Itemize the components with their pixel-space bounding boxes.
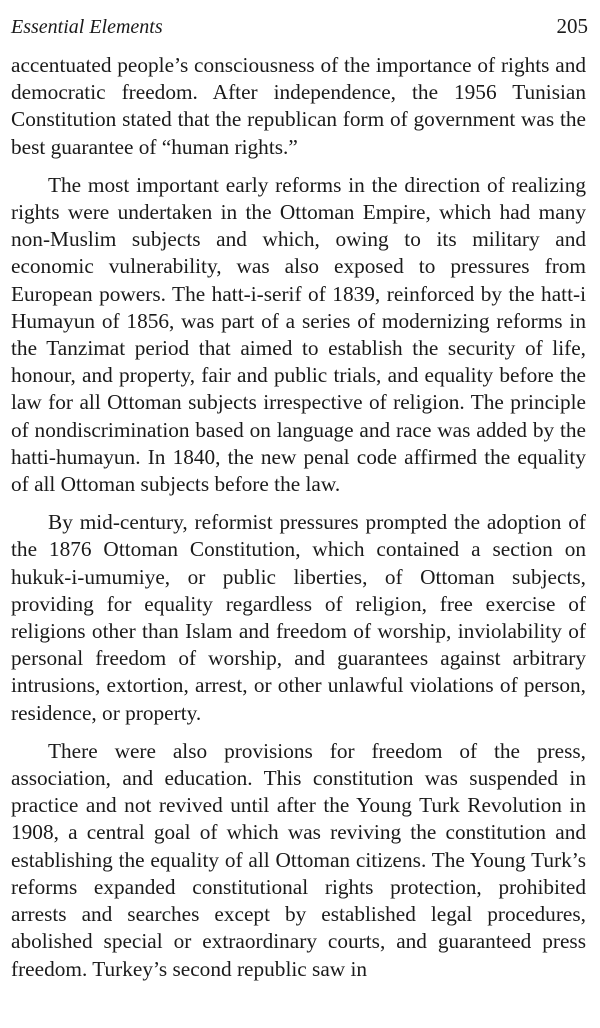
body-text: [11, 52, 586, 983]
running-title: Essential Elements: [11, 16, 163, 38]
paragraph-ottoman-reforms: The most important early reforms in the direction of realizing rights were undertaken in the Ottoman Empire, which had many non-Muslim subjects and which, owing to its military and economic vulnerability, was also exposed to pressures from European powers. The hatt-i-serif of 1839, reinforced by the hatt-i Humayun of 1856, was part of a series of modernizing reforms in the Tanzimat period that aimed to establish the security of life, honour, and property, fair and public trials, and equality before the law for all Ottoman subjects irrespective of religion. The principle of nondiscrimination based on language and race was added by the hatti-humayun. In 1840, the new penal code affirmed the equality of all Ottoman subjects before the law.: [11, 172, 586, 497]
paragraph-1876-constitution: By mid-century, reformist pressures prompted the adoption of the 1876 Ottoman Constitution, which contained a section on hukuk-i-umumiye, or public liberties, of Ottoman subjects, providing for equality regardless of religion, free exercise of religions other than Islam and freedom of worship, inviolability of personal freedom of worship, and guarantees against arbitrary intrusions, extortion, arrest, or other unlawful violations of person, residence, or property.: [11, 510, 586, 725]
running-head: [11, 14, 588, 44]
paragraph-continued: accentuated people’s consciousness of the importance of rights and democratic freedom. After independence, the 1956 Tunisian Constitution stated that the republican form of government was the best guarantee of “human rights.”: [11, 53, 586, 159]
page-number: 205: [556, 14, 588, 38]
paragraph-press-freedom: There were also provisions for freedom of the press, association, and education. This constitution was suspended in practice and not revived until after the Young Turk Revolution in 1908, a central goal of which was reviving the constitution and establishing the equality of all Ottoman citizens. The Young Turk’s reforms expanded constitutional rights protection, prohibited arrests and searches except by established legal procedures, abolished special or extraordinary courts, and guaranteed press freedom. Turkey’s second republic saw in: [11, 738, 586, 981]
